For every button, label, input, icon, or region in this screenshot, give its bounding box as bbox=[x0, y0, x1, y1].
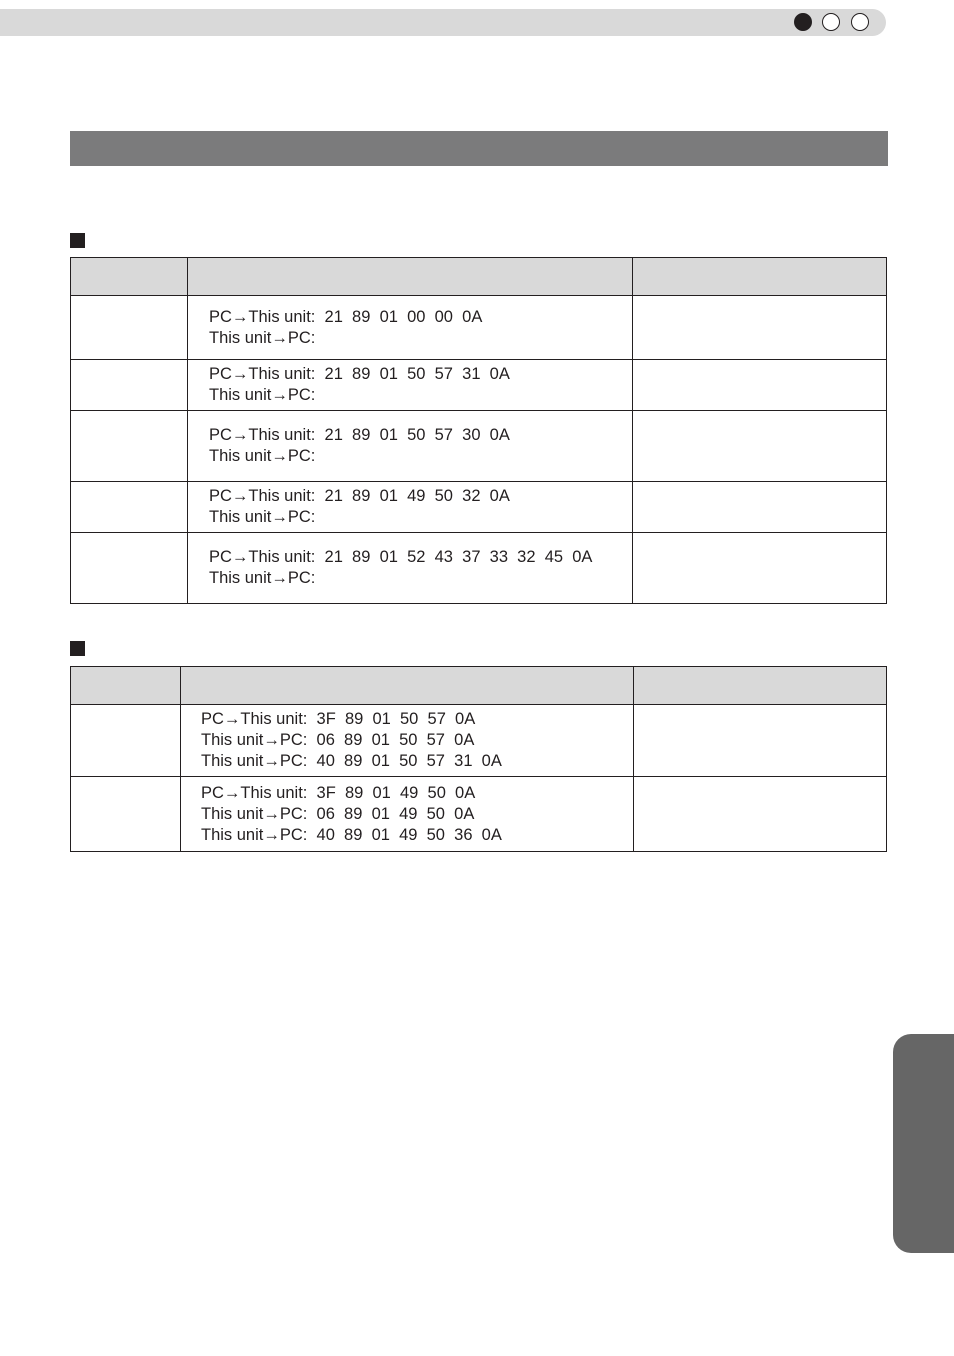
command-line: This unit→PC: bbox=[209, 508, 316, 526]
side-chapter-tab bbox=[893, 1034, 954, 1253]
command-line: This unit→PC: 06 89 01 50 57 0A bbox=[201, 731, 475, 749]
command-table-2 bbox=[70, 666, 887, 852]
command-line: PC→This unit: 21 89 01 50 57 30 0A bbox=[209, 426, 510, 444]
table-cell bbox=[71, 360, 188, 411]
square-bullet-icon bbox=[70, 641, 85, 656]
table-cell bbox=[71, 296, 188, 360]
table-cell bbox=[633, 533, 887, 604]
command-line: PC→This unit: 21 89 01 50 57 31 0A bbox=[209, 365, 510, 383]
command-cell bbox=[181, 705, 634, 777]
command-line: This unit→PC: bbox=[209, 447, 316, 465]
command-line: This unit→PC: bbox=[209, 569, 316, 587]
table-header-cell bbox=[188, 258, 633, 296]
section-title-bar bbox=[70, 131, 888, 166]
table-header-row bbox=[71, 667, 887, 705]
command-line: PC→This unit: 21 89 01 49 50 32 0A bbox=[209, 487, 510, 505]
command-line: PC→This unit: 3F 89 01 49 50 0A bbox=[201, 783, 476, 802]
table-cell bbox=[71, 533, 188, 604]
table-row bbox=[71, 705, 887, 777]
table-header-cell bbox=[71, 258, 188, 296]
command-line: This unit→PC: bbox=[209, 328, 316, 347]
table-header-cell bbox=[633, 258, 887, 296]
command-cell bbox=[188, 360, 633, 411]
command-cell bbox=[188, 482, 633, 533]
table-cell bbox=[633, 411, 887, 482]
command-line: PC→This unit: 21 89 01 52 43 37 33 32 45 0A bbox=[209, 548, 593, 566]
table-cell bbox=[634, 705, 887, 777]
square-bullet-icon bbox=[70, 233, 85, 248]
command-table-1 bbox=[70, 257, 887, 604]
table-cell bbox=[71, 411, 188, 482]
command-cell bbox=[188, 411, 633, 482]
command-line: PC→This unit: 3F 89 01 50 57 0A bbox=[201, 710, 476, 728]
table-header-row bbox=[71, 258, 887, 296]
table-row bbox=[71, 777, 887, 852]
page-indicator-empty-icon bbox=[851, 13, 869, 31]
table-row bbox=[71, 360, 887, 411]
table-row bbox=[71, 482, 887, 533]
table-row bbox=[71, 533, 887, 604]
header-bar bbox=[0, 9, 886, 36]
command-line: This unit→PC: 40 89 01 50 57 31 0A bbox=[201, 752, 502, 770]
table-cell bbox=[633, 482, 887, 533]
table-header-cell bbox=[181, 667, 634, 705]
command-line: This unit→PC: 06 89 01 49 50 0A bbox=[201, 804, 475, 823]
table-header-cell bbox=[634, 667, 887, 705]
table-cell bbox=[71, 777, 181, 852]
command-cell bbox=[188, 533, 633, 604]
table-cell bbox=[633, 296, 887, 360]
table-cell bbox=[71, 705, 181, 777]
page-indicator-empty-icon bbox=[822, 13, 840, 31]
page-indicator-filled-icon bbox=[794, 13, 812, 31]
command-line: This unit→PC: bbox=[209, 386, 316, 404]
table-cell bbox=[71, 482, 188, 533]
table-cell bbox=[633, 360, 887, 411]
table-cell bbox=[634, 777, 887, 852]
command-line: This unit→PC: 40 89 01 49 50 36 0A bbox=[201, 825, 502, 844]
table-header-cell bbox=[71, 667, 181, 705]
table-row bbox=[71, 411, 887, 482]
command-cell bbox=[188, 296, 633, 360]
command-line: PC→This unit: 21 89 01 00 00 0A bbox=[209, 307, 483, 326]
command-cell bbox=[181, 777, 634, 852]
table-row bbox=[71, 296, 887, 360]
